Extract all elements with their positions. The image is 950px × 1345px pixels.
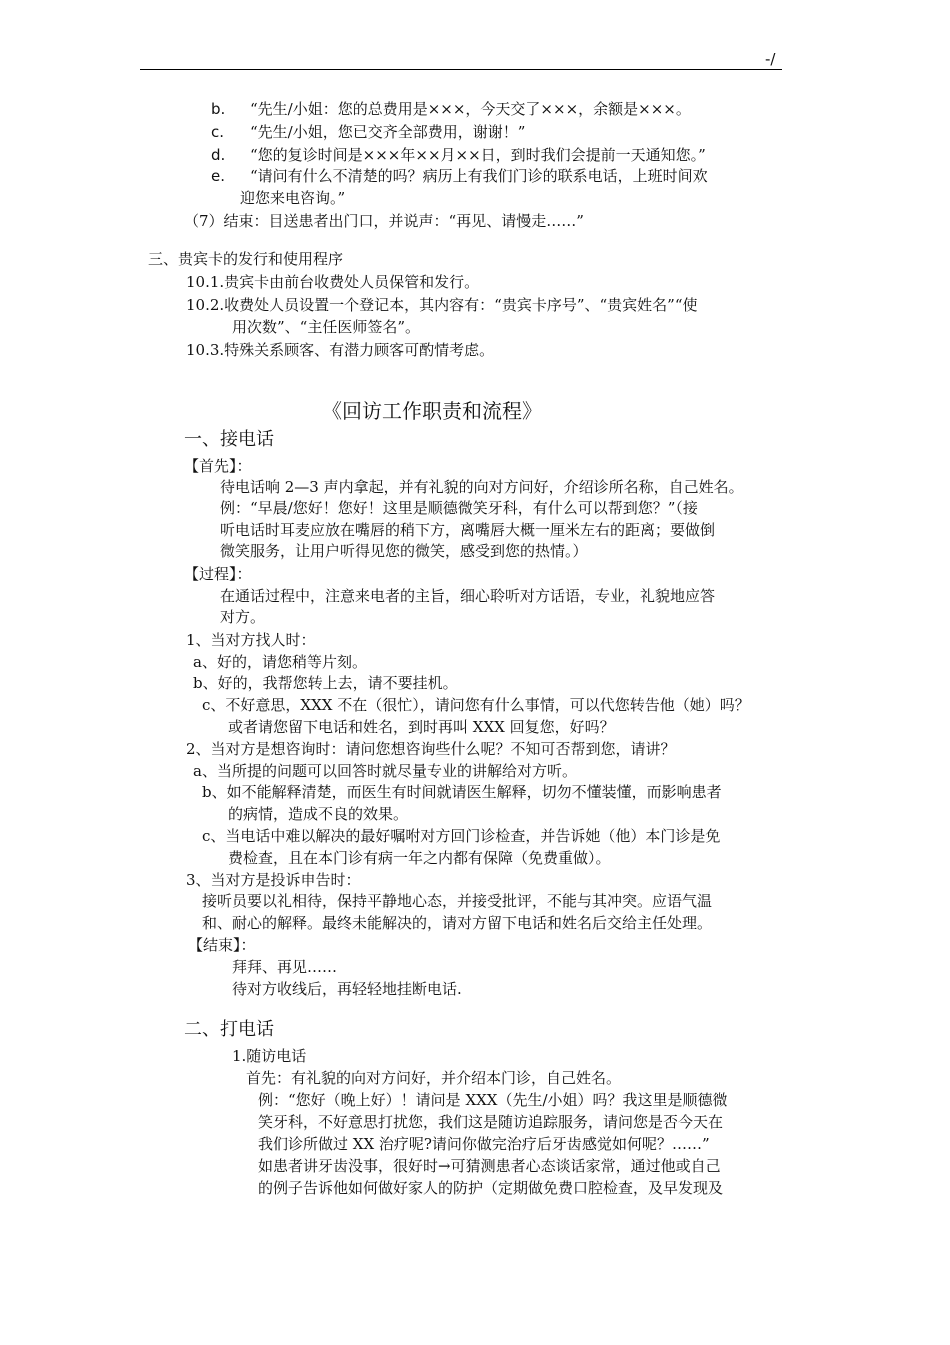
text-line: 2、当对方是想咨询时：请问您想咨询些什么呢？不知可否帮到您，请讲？ bbox=[186, 740, 676, 758]
text-line: “先生/小姐，您已交齐全部费用，谢谢！” bbox=[250, 123, 526, 141]
text-line: b、好的，我帮您转上去，请不要挂机。 bbox=[193, 674, 458, 692]
text-line: b、如不能解释清楚，而医生有时间就请医生解释，切勿不懂装懂，而影响患者 bbox=[202, 783, 722, 801]
text-line: 用次数”、“主任医师签名”。 bbox=[232, 318, 421, 336]
text-line: 【过程】： bbox=[184, 565, 252, 583]
text-line: 3、当对方是投诉申告时： bbox=[186, 871, 361, 889]
text-line: “您的复诊时间是×××年××月××日，到时我们会提前一天通知您。” bbox=[250, 146, 706, 164]
text-line: 的病情，造成不良的效果。 bbox=[228, 805, 409, 823]
text-line: 费检查，且在本门诊有病一年之内都有保障（免费重做）。 bbox=[228, 849, 611, 867]
text-line: 10.3.特殊关系顾客、有潜力顾客可酌情考虑。 bbox=[186, 341, 495, 359]
text-line: 1.随访电话 bbox=[232, 1047, 307, 1065]
text-line: 三、贵宾卡的发行和使用程序 bbox=[148, 250, 344, 268]
section-heading: 一、接电话 bbox=[184, 429, 274, 450]
text-line: 例：“您好（晚上好）！请问是 XXX（先生/小姐）吗？我这里是顺德微 bbox=[258, 1091, 728, 1109]
text-line: 在通话过程中，注意来电者的主旨，细心聆听对方话语，专业，礼貌地应答 bbox=[220, 587, 716, 605]
text-line: （7）结束：目送患者出门口，并说声：“再见、请慢走……” bbox=[184, 212, 584, 230]
text-line: c、不好意思，XXX 不在（很忙），请问您有什么事情，可以代您转告他（她）吗？ bbox=[202, 696, 750, 714]
text-line: 笑牙科，不好意思打扰您，我们这是随访追踪服务，请问您是否今天在 bbox=[258, 1113, 724, 1131]
text-line: 拜拜、再见…… bbox=[232, 958, 338, 976]
text-line: a、当所提的问题可以回答时就尽量专业的讲解给对方听。 bbox=[193, 762, 577, 780]
text-line: 10.1.贵宾卡由前台收费处人员保管和发行。 bbox=[186, 273, 480, 291]
text-line: 例：“早晨/您好！您好！这里是顺德微笑牙科，有什么可以帮到您？”（接 bbox=[220, 499, 698, 517]
text-line: 10.2.收费处人员设置一个登记本，其内容有：“贵宾卡序号”、“贵宾姓名”“使 bbox=[186, 296, 698, 314]
text-line: 如患者讲牙齿没事，很好时→可猜测患者心态谈话家常，通过他或自己 bbox=[258, 1157, 721, 1175]
document-title: 《回访工作职责和流程》 bbox=[322, 399, 542, 423]
text-line: 待对方收线后，再轻轻地挂断电话. bbox=[232, 980, 462, 998]
text-line: 听电话时耳麦应放在嘴唇的稍下方，离嘴唇大概一厘米左右的距离；要做倒 bbox=[220, 521, 716, 539]
text-line: “先生/小姐：您的总费用是×××，今天交了×××，余额是×××。 bbox=[250, 100, 691, 118]
text-line: 【首先】： bbox=[184, 457, 252, 475]
text-line: c. bbox=[211, 123, 225, 141]
text-line: 和、耐心的解释。最终未能解决的，请对方留下电话和姓名后交给主任处理。 bbox=[202, 914, 713, 932]
text-line: 我们诊所做过 XX 治疗呢?请问你做完治疗后牙齿感觉如何呢？……” bbox=[258, 1135, 710, 1153]
text-line: 接听员要以礼相待，保持平静地心态，并接受批评，不能与其冲突。应语气温 bbox=[202, 892, 713, 910]
text-line: 待电话响 2—3 声内拿起，并有礼貌的向对方问好，介绍诊所名称，自己姓名。 bbox=[220, 478, 744, 496]
text-line: 首先：有礼貌的向对方问好，并介绍本门诊，自己姓名。 bbox=[246, 1069, 622, 1087]
text-line: 【结束】： bbox=[188, 936, 256, 954]
text-line: b. bbox=[211, 100, 226, 118]
text-line: 的例子告诉他如何做好家人的防护（定期做免费口腔检查，及早发现及 bbox=[258, 1179, 724, 1197]
text-line: “请问有什么不清楚的吗？病历上有我们门诊的联系电话，上班时间欢 bbox=[250, 167, 708, 185]
text-line: a、好的，请您稍等片刻。 bbox=[193, 653, 367, 671]
text-line: 迎您来电咨询。” bbox=[240, 189, 346, 207]
text-line: d. bbox=[211, 146, 226, 164]
text-line: 微笑服务，让用户听得见您的微笑，感受到您的热情。） bbox=[220, 542, 588, 560]
text-line: e. bbox=[211, 167, 225, 185]
text-line: 或者请您留下电话和姓名，到时再叫 XXX 回复您，好吗？ bbox=[228, 718, 615, 736]
section-heading: 二、打电话 bbox=[184, 1019, 274, 1040]
text-line: 对方。 bbox=[220, 608, 266, 626]
header-rule bbox=[140, 69, 782, 70]
text-line: c、当电话中难以解决的最好嘱咐对方回门诊检查，并告诉她（他）本门诊是免 bbox=[202, 827, 721, 845]
header-mark: -/ bbox=[765, 50, 776, 68]
text-line: 1、当对方找人时： bbox=[186, 631, 316, 649]
